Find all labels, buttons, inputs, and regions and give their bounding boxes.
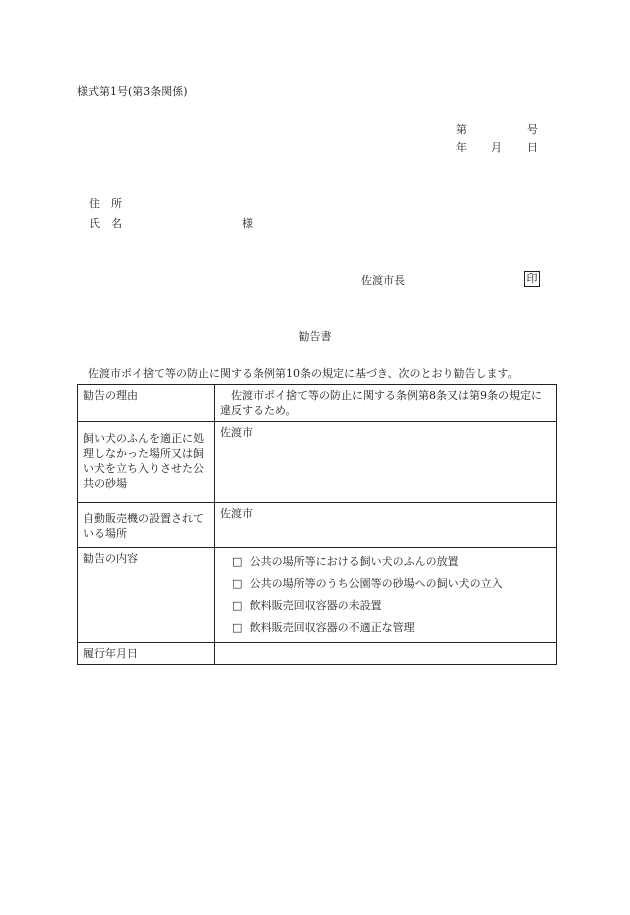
number-prefix: 第 <box>456 123 467 136</box>
content-option[interactable] <box>220 617 551 639</box>
honorific: 様 <box>242 217 253 230</box>
seal-mark: 印 <box>524 271 540 287</box>
place-value: 佐渡市 <box>215 422 557 503</box>
vending-value: 佐渡市 <box>215 503 557 548</box>
content-option[interactable] <box>220 595 551 617</box>
option-label: 公共の場所等のうち公園等の砂場への飼い犬の立入 <box>249 577 503 590</box>
table-row <box>78 503 557 548</box>
name-label: 氏 名 <box>89 217 122 230</box>
recommendation-table <box>77 384 557 665</box>
date-day: 日 <box>527 141 538 154</box>
place-label: 飼い犬のふんを適正に処理しなかった場所又は飼い犬を立ち入りさせた公共の砂場 <box>78 422 215 503</box>
checkbox[interactable]: □ <box>232 599 243 612</box>
option-label: 公共の場所等における飼い犬のふんの放置 <box>249 555 459 568</box>
checkbox[interactable]: □ <box>232 555 243 568</box>
option-label: 飲料販売回収容器の不適正な管理 <box>249 621 415 634</box>
content-option[interactable] <box>220 573 551 595</box>
checkbox[interactable]: □ <box>232 577 243 590</box>
deadline-value <box>215 643 557 665</box>
deadline-label: 履行年月日 <box>78 643 215 665</box>
address-label: 住 所 <box>89 197 122 210</box>
table-row <box>78 643 557 665</box>
lead-text: 佐渡市ポイ捨て等の防止に関する条例第10条の規定に基づき、次のとおり勧告します。 <box>88 367 519 380</box>
content-label: 勧告の内容 <box>78 548 215 643</box>
content-options <box>215 548 557 643</box>
date-month: 月 <box>491 141 502 154</box>
vending-label: 自動販売機の設置されている場所 <box>78 503 215 548</box>
form-number: 様式第1号(第3条関係) <box>77 85 188 98</box>
issuer-title: 佐渡市長 <box>361 274 405 287</box>
reason-label: 勧告の理由 <box>78 385 215 422</box>
content-option[interactable] <box>220 551 551 573</box>
reason-value <box>215 385 557 422</box>
table-row <box>78 422 557 503</box>
table-row <box>78 385 557 422</box>
checkbox[interactable]: □ <box>232 621 243 634</box>
reason-text: 佐渡市ポイ捨て等の防止に関する条例第8条又は第9条の規定に違反するため。 <box>220 389 542 417</box>
number-suffix: 号 <box>527 123 538 136</box>
option-label: 飲料販売回収容器の未設置 <box>249 599 382 612</box>
document-title: 勧告書 <box>298 330 332 343</box>
date-year: 年 <box>456 141 467 154</box>
table-row <box>78 548 557 643</box>
